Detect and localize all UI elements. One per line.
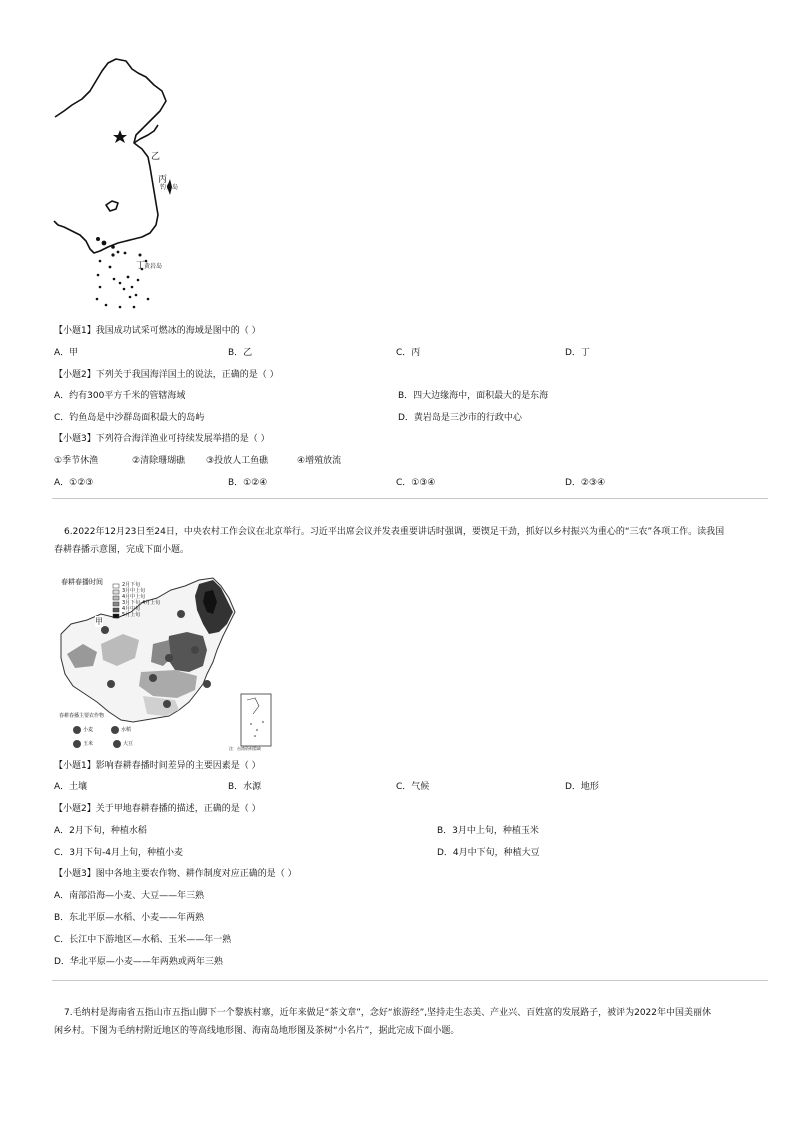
q6-s3-stem: 【小题3】图中各地主要农作物、耕作制度对应正确的是（ ） — [54, 869, 297, 879]
q6-s2-option-c[interactable]: C．3月下旬-4月上旬，种植小麦 — [54, 848, 183, 858]
q6-s1-option-c[interactable]: C．气候 — [396, 782, 430, 792]
q6-s1-option-d[interactable]: D．地形 — [565, 782, 599, 792]
q6-s2-option-d[interactable]: D．4月中下旬，种植大豆 — [437, 848, 540, 858]
crop-legend-title: 春耕春播主要农作物 — [59, 713, 105, 719]
sea-territory-map-graphic — [50, 55, 200, 315]
legend-label-1: 2月下旬 — [122, 582, 141, 588]
q5-s1-option-d[interactable]: D．丁 — [565, 348, 590, 358]
q5-s3-option-a[interactable]: A．①②③ — [54, 478, 94, 488]
q5-s1-option-c[interactable]: C．丙 — [396, 348, 421, 358]
q5-s2-stem: 【小题2】下列关于我国海洋国土的说法，正确的是（ ） — [54, 370, 279, 380]
q5-s3-option-b[interactable]: B．①②④ — [228, 478, 268, 488]
q7-intro — [54, 1004, 764, 1040]
q6-s2-option-a[interactable]: A．2月下旬，种植水稻 — [54, 826, 147, 836]
q7-intro-line-1: 7.毛纳村是海南省五指山市五指山脚下一个黎族村寨，近年来做足“茶文章”，念好“旅游经”,坚持走生态美、产业兴、百姓富的发展路子，被评为2022年中国美丽休 — [64, 1008, 712, 1018]
q5-s3-item-4: ④增殖放流 — [297, 456, 342, 466]
q5-s2-option-c[interactable]: C．钓鱼岛是中沙群岛面积最大的岛屿 — [54, 413, 205, 423]
sea-territory-map — [50, 55, 200, 315]
map-label-jia: 甲 — [95, 617, 103, 626]
legend-label-2: 3月中上旬 — [122, 588, 146, 594]
q5-s2-option-a[interactable]: A．约有300平方千米的管辖海域 — [54, 391, 186, 401]
sowing-legend-labels — [122, 582, 160, 618]
q6-s3-option-c[interactable]: C．长江中下游地区—水稻、玉米——年一熟 — [54, 935, 232, 945]
q6-s3-option-d[interactable]: D．华北平原—小麦——年两熟或两年三熟 — [54, 957, 223, 967]
q5-s3-item-3: ③投放人工鱼礁 — [206, 456, 269, 466]
map-label-huangyan: 黄岩岛 — [144, 263, 163, 270]
q5-s1-stem: 【小题1】我国成功试采可燃冰的海域是图中的（ ） — [54, 326, 261, 336]
legend-label-4: 3月下旬-4月上旬 — [122, 600, 161, 606]
legend-label-5: 4月中旬 — [122, 606, 141, 612]
q6-s1-option-b[interactable]: B．水源 — [228, 782, 262, 792]
q6-intro-line-1: 6.2022年12月23日至24日，中央农村工作会议在北京举行。习近平出席会议并发表重要讲话时强调，要锲足干劲，抓好以乡村振兴为重心的“三农”各项工作。读我国 — [64, 527, 725, 537]
map-note: 注：台湾资料暂缺 — [229, 746, 261, 751]
q6-s3-option-b[interactable]: B．东北平原—水稻、小麦——年两熟 — [54, 913, 205, 923]
capital-star-icon — [113, 130, 127, 143]
map-label-ding: 丁 — [136, 261, 146, 271]
legend-label-3: 4月中上旬 — [122, 594, 146, 600]
q5-s3-stem: 【小题3】下列符合海洋渔业可持续发展举措的是（ ） — [54, 434, 270, 444]
q6-intro — [54, 523, 764, 559]
q5-s3-item-2: ②清除珊瑚礁 — [132, 456, 186, 466]
q6-s2-stem: 【小题2】关于甲地春耕春播的描述，正确的是（ ） — [54, 804, 261, 814]
q7-intro-line-2: 闲乡村。下图为毛纳村附近地区的等高线地形图、海南岛地形图及茶树“小名片”，据此完成下面小题。 — [54, 1026, 460, 1036]
crop-label-soybean: 大豆 — [123, 741, 134, 747]
crop-label-wheat: 小麦 — [83, 727, 94, 733]
q5-s3-option-c[interactable]: C．①③④ — [396, 478, 436, 488]
q6-s1-stem: 【小题1】影响春耕春播时间差异的主要因素是（ ） — [54, 761, 261, 771]
q6-s2-option-b[interactable]: B．3月中上旬，种植玉米 — [437, 826, 539, 836]
q6-s3-option-a[interactable]: A．南部沿海—小麦、大豆——年三熟 — [54, 891, 205, 901]
section-divider-2 — [52, 980, 768, 981]
q5-s3-item-1: ①季节休渔 — [54, 456, 99, 466]
crop-label-rice: 水稻 — [121, 727, 132, 733]
q5-s1-option-b[interactable]: B．乙 — [228, 348, 253, 358]
map-label-diaoyu: 钓鱼岛 — [160, 184, 179, 191]
q5-s3-option-d[interactable]: D．②③④ — [565, 478, 606, 488]
q5-s2-option-b[interactable]: B．四大边缘海中，面积最大的是东海 — [398, 391, 549, 401]
map-label-bing: 丙 — [158, 175, 168, 185]
sowing-map-title: 春耕春播时间 — [61, 578, 103, 586]
q5-s1-option-a[interactable]: A．甲 — [54, 348, 79, 358]
q5-s2-option-d[interactable]: D．黄岩岛是三沙市的行政中心 — [398, 413, 522, 423]
q6-s1-option-a[interactable]: A．土壤 — [54, 782, 88, 792]
q6-intro-line-2: 春耕春播示意图，完成下面小题。 — [54, 545, 190, 555]
section-divider — [52, 498, 768, 499]
crop-label-corn: 玉米 — [83, 741, 94, 747]
map-label-yi: 乙 — [151, 152, 161, 162]
spring-sowing-map — [57, 574, 275, 754]
legend-label-6: 5月上旬 — [122, 612, 141, 618]
